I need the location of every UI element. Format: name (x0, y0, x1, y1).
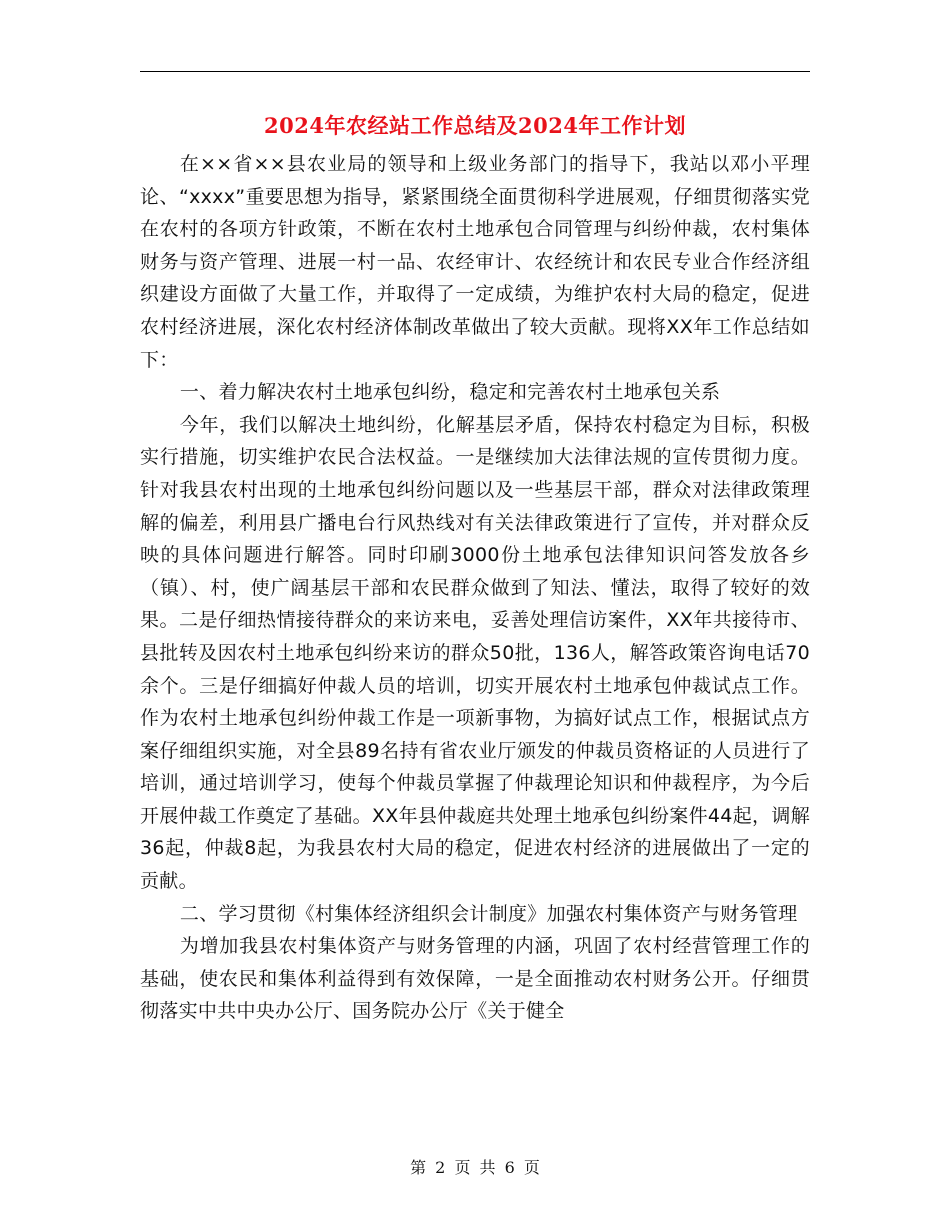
paragraph-intro: 在××省××县农业局的领导和上级业务部门的指导下，我站以邓小平理论、“xxxx”重要思想为指导，紧紧围绕全面贯彻科学进展观，仔细贯彻落实党在农村的各项方针政策，不断在农村土地承包合同管理与纠纷仲裁，农村集体财务与资产管理、进展一村一品、农经审计、农经统计和农民专业合作经济组织建设方面做了大量工作，并取得了一定成绩，为维护农村大局的稳定，促进农村经济进展，深化农村经济体制改革做出了较大贡献。现将XX年工作总结如下： (140, 153, 810, 371)
section-heading-1: 一、着力解决农村土地承包纠纷，稳定和完善农村土地承包关系 (179, 381, 721, 404)
paragraph-section-2: 为增加我县农村集体资产与财务管理的内涵，巩固了农村经营管理工作的基础，使农民和集体利益得到有效保障，一是全面推动农村财务公开。仔细贯彻落实中共中央办公厅、国务院办公厅《关于健全 (140, 935, 810, 1023)
header-rule (140, 71, 810, 72)
document-body (140, 148, 810, 1028)
section-heading-2: 二、学习贯彻《村集体经济组织会计制度》加强农村集体资产与财务管理 (179, 902, 798, 925)
document-title: 2024年农经站工作总结及2024年工作计划 (264, 113, 686, 138)
paragraph-section-1: 今年，我们以解决土地纠纷，化解基层矛盾，保持农村稳定为目标，积极实行措施，切实维护农民合法权益。一是继续加大法律法规的宣传贯彻力度。针对我县农村出现的土地承包纠纷问题以及一些基层干部，群众对法律政策理解的偏差，利用县广播电台行风热线对有关法律政策进行了宣传，并对群众反映的具体问题进行解答。同时印刷3000份土地承包法律知识问答发放各乡（镇）、村，使广阔基层干部和农民群众做到了知法、懂法，取得了较好的效果。二是仔细热情接待群众的来访来电，妥善处理信访案件，XX年共接待市、县批转及因农村土地承包纠纷来访的群众50批，136人，解答政策咨询电话70余个。三是仔细搞好仲裁人员的培训，切实开展农村土地承包仲裁试点工作。作为农村土地承包纠纷仲裁工作是一项新事物，为搞好试点工作，根据试点方案仔细组织实施，对全县89名持有省农业厅颁发的仲裁员资格证的人员进行了培训，通过培训学习，使每个仲裁员掌握了仲裁理论知识和仲裁程序，为今后开展仲裁工作奠定了基础。XX年县仲裁庭共处理土地承包纠纷案件44起，调解36起，仲裁8起，为我县农村大局的稳定，促进农村经济的进展做出了一定的贡献。 (140, 413, 810, 893)
page-footer: 第 2 页 共 6 页 (410, 1158, 540, 1177)
